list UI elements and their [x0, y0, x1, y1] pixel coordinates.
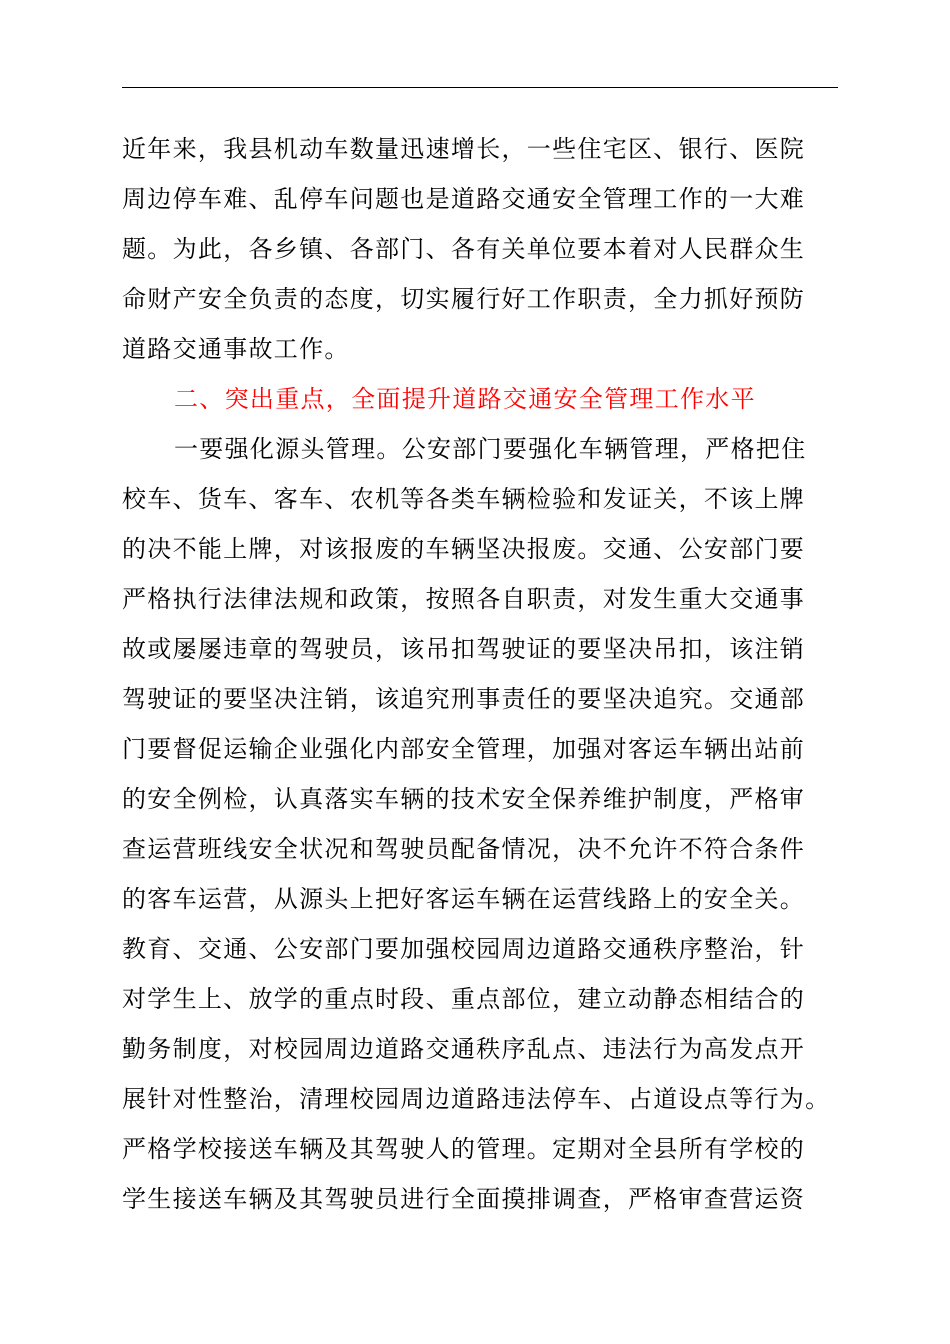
paragraph-line: 的决不能上牌，对该报废的车辆坚决报废。交通、公安部门要: [122, 535, 806, 563]
paragraph-line: 近年来，我县机动车数量迅速增长，一些住宅区、银行、医院: [122, 135, 806, 163]
section-heading: 二、突出重点，全面提升道路交通安全管理工作水平: [174, 385, 756, 413]
paragraph-line: 对学生上、放学的重点时段、重点部位，建立动静态相结合的: [122, 985, 806, 1013]
paragraph-line: 一要强化源头管理。公安部门要强化车辆管理，严格把住: [174, 435, 807, 463]
paragraph-line: 严格执行法律法规和政策，按照各自职责，对发生重大交通事: [122, 585, 806, 613]
header-rule: [122, 87, 838, 88]
paragraph-line: 展针对性整治，清理校园周边道路违法停车、占道设点等行为。: [122, 1085, 831, 1113]
paragraph-line: 勤务制度，对校园周边道路交通秩序乱点、违法行为高发点开: [122, 1035, 806, 1063]
paragraph-line: 故或屡屡违章的驾驶员，该吊扣驾驶证的要坚决吊扣，该注销: [122, 635, 806, 663]
paragraph-line: 学生接送车辆及其驾驶员进行全面摸排调查，严格审查营运资: [122, 1185, 806, 1213]
paragraph-line: 查运营班线安全状况和驾驶员配备情况，决不允许不符合条件: [122, 835, 806, 863]
paragraph-line: 周边停车难、乱停车问题也是道路交通安全管理工作的一大难: [122, 185, 806, 213]
paragraph-line: 门要督促运输企业强化内部安全管理，加强对客运车辆出站前: [122, 735, 806, 763]
paragraph-line: 校车、货车、客车、农机等各类车辆检验和发证关，不该上牌: [122, 485, 806, 513]
paragraph-line: 严格学校接送车辆及其驾驶人的管理。定期对全县所有学校的: [122, 1135, 806, 1163]
paragraph-line: 教育、交通、公安部门要加强校园周边道路交通秩序整治，针: [122, 935, 806, 963]
paragraph-line: 命财产安全负责的态度，切实履行好工作职责，全力抓好预防: [122, 285, 806, 313]
paragraph-line: 的客车运营，从源头上把好客运车辆在运营线路上的安全关。: [122, 885, 806, 913]
paragraph-line: 驾驶证的要坚决注销，该追究刑事责任的要坚决追究。交通部: [122, 685, 806, 713]
paragraph-line: 道路交通事故工作。: [122, 335, 350, 363]
paragraph-line: 的安全例检，认真落实车辆的技术安全保养维护制度，严格审: [122, 785, 806, 813]
paragraph-line: 题。为此，各乡镇、各部门、各有关单位要本着对人民群众生: [122, 235, 806, 263]
